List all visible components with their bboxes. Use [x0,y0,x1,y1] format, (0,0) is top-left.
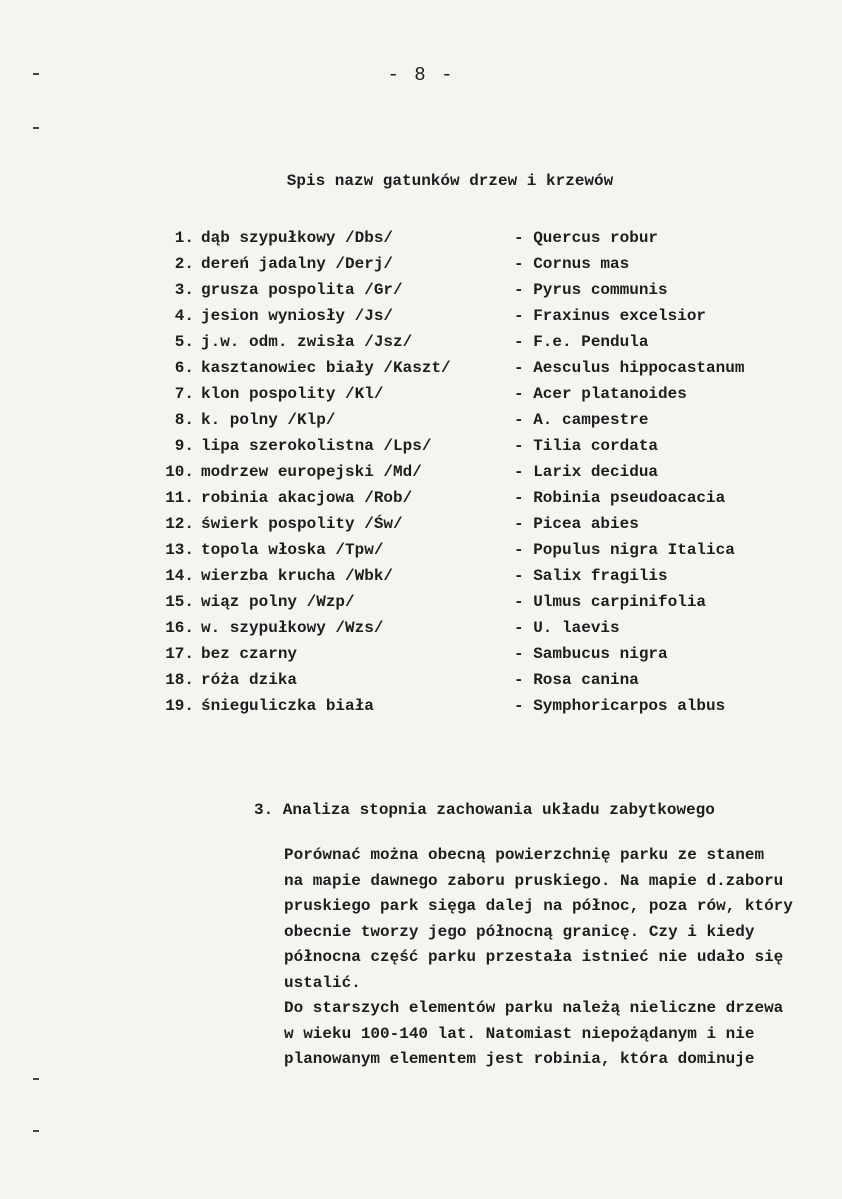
item-number: 14. [165,567,194,585]
latin-name: - Picea abies [514,515,639,533]
polish-name: bez czarny [201,645,298,663]
list-item [0,515,842,541]
item-number: 13. [165,541,194,559]
item-number: 3. [174,281,194,299]
polish-name: topola włoska /Tpw/ [201,541,384,559]
section-heading: 3. Analiza stopnia zachowania układu zabytkowego [254,801,715,819]
paragraph-1 [284,843,842,996]
latin-name: - Salix fragilis [514,567,668,585]
item-number: 5. [174,333,194,351]
item-number: 19. [165,697,194,715]
item-number: 16. [165,619,194,637]
polish-name: lipa szerokolistna /Lps/ [201,437,432,455]
list-item [0,463,842,489]
text-line: pruskiego park sięga dalej na północ, poza rów, który [284,897,793,915]
latin-name: - Robinia pseudoacacia [514,489,726,507]
latin-name: - Quercus robur [514,229,659,247]
text-line: obecnie tworzy jego północną granicę. Czy i kiedy [284,922,755,941]
polish-name: j.w. odm. zwisła /Jsz/ [201,333,413,351]
list-item [0,619,842,645]
text-line: na mapie dawnego zaboru pruskiego. Na mapie d.zaboru [284,871,784,890]
list-item [0,437,842,463]
item-number: 18. [165,671,194,689]
polish-name: robinia akacjowa /Rob/ [201,489,413,507]
list-item [0,541,842,567]
list-item [0,489,842,515]
list-item [0,281,842,307]
latin-name: - Symphoricarpos albus [514,697,726,715]
item-number: 17. [165,645,194,663]
latin-name: - Ulmus carpinifolia [514,593,707,611]
polish-name: modrzew europejski /Md/ [201,463,422,481]
polish-name: jesion wyniosły /Js/ [201,307,394,325]
margin-mark [33,1078,39,1080]
polish-name: grusza pospolita /Gr/ [201,281,403,299]
list-item [0,411,842,437]
list-item [0,333,842,359]
item-number: 7. [174,385,194,403]
polish-name: dereń jadalny /Derj/ [201,255,394,273]
text-line: ustalić. [284,973,361,992]
list-item [0,567,842,593]
latin-name: - Sambucus nigra [514,645,668,663]
latin-name: - Tilia cordata [514,437,659,455]
list-item [0,229,842,255]
text-line: Do starszych elementów parku należą nieliczne drzewa [284,999,784,1017]
polish-name: kasztanowiec biały /Kaszt/ [201,359,451,377]
item-number: 10. [165,463,194,481]
species-list-title: Spis nazw gatunków drzew i krzewów [286,172,614,190]
item-number: 15. [165,593,194,611]
list-item [0,307,842,333]
latin-name: - Aesculus hippocastanum [514,359,745,377]
list-item [0,645,842,671]
paragraph-2 [284,996,842,1073]
item-number: 4. [174,307,194,325]
item-number: 11. [165,489,194,507]
text-line: Porównać można obecną powierzchnię parku ze stanem [284,846,765,864]
list-item [0,671,842,697]
polish-name: klon pospolity /Kl/ [201,385,384,403]
item-number: 12. [165,515,194,533]
latin-name: - Pyrus communis [514,281,668,299]
latin-name: - Populus nigra Italica [514,541,735,559]
polish-name: dąb szypułkowy /Dbs/ [201,229,394,247]
item-number: 1. [174,229,194,247]
latin-name: - Fraxinus excelsior [514,307,707,325]
text-line: planowanym elementem jest robinia, która dominuje [284,1050,755,1068]
polish-name: wiąz polny /Wzp/ [201,593,355,611]
margin-mark [33,1130,39,1132]
latin-name: - Larix decidua [514,463,659,481]
page-number: - 8 - [387,64,455,86]
list-item [0,385,842,411]
item-number: 9. [174,437,194,455]
list-item [0,359,842,385]
species-list [0,229,842,723]
list-item [0,697,842,723]
polish-name: w. szypułkowy /Wzs/ [201,619,384,637]
latin-name: - Rosa canina [514,671,639,689]
item-number: 8. [174,411,194,429]
polish-name: świerk pospolity /Św/ [201,515,403,533]
polish-name: śnieguliczka biała [201,697,374,715]
latin-name: - A. campestre [514,411,649,429]
latin-name: - Cornus mas [514,255,630,273]
list-item [0,255,842,281]
latin-name: - U. laevis [514,619,620,637]
latin-name: - Acer platanoides [514,385,687,403]
item-number: 2. [174,255,194,273]
list-item [0,593,842,619]
margin-mark [33,127,39,129]
polish-name: wierzba krucha /Wbk/ [201,567,394,585]
text-line: w wieku 100-140 lat. Natomiast niepożądanym i nie [284,1024,755,1043]
polish-name: róża dzika [201,671,298,689]
text-line: północna część parku przestała istnieć nie udało się [284,948,784,966]
latin-name: - F.e. Pendula [514,333,649,351]
section-body [284,843,842,1073]
item-number: 6. [174,359,194,377]
polish-name: k. polny /Klp/ [201,411,336,429]
